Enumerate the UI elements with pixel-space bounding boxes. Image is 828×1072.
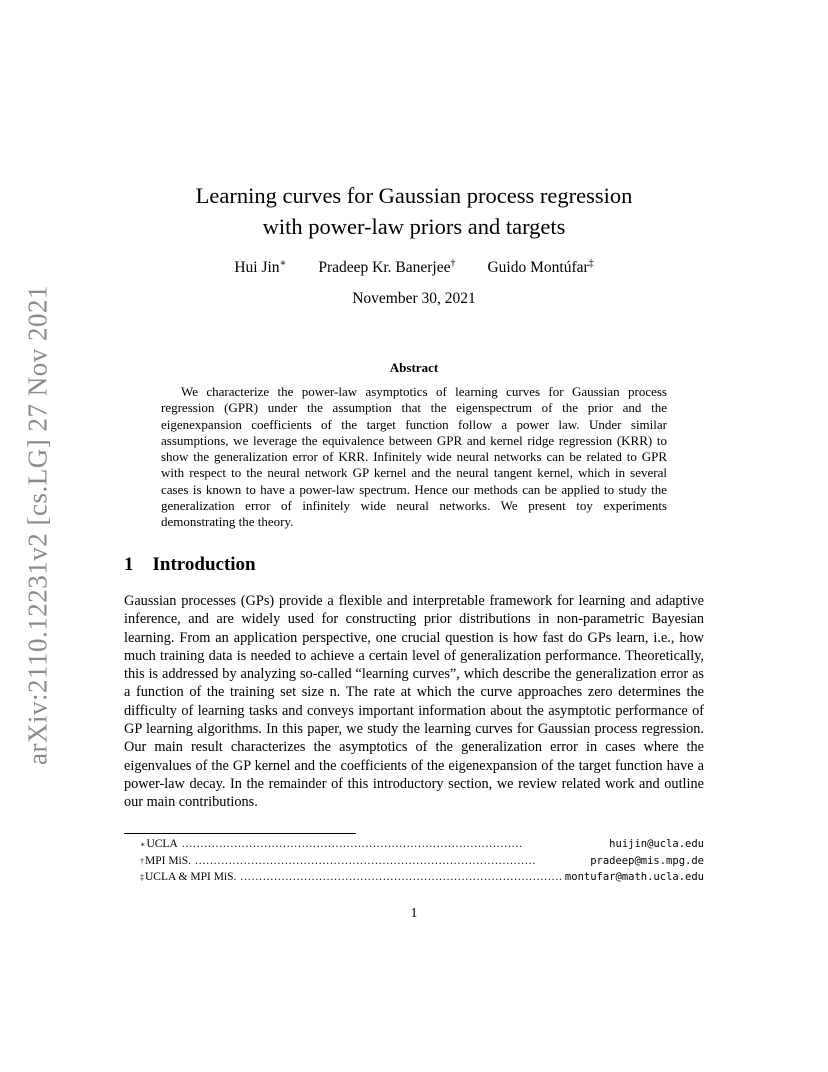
dot-leader [182, 838, 605, 850]
dot-leader [195, 855, 586, 867]
footnote-mark: † [140, 856, 144, 866]
paper-title [124, 180, 704, 242]
title-line-1: Learning curves for Gaussian process regression [195, 183, 633, 208]
author: Guido Montúfar‡ [487, 258, 594, 277]
introduction-paragraph: Gaussian processes (GPs) provide a flexible and interpretable framework for learning and adaptive inference, and are widely used for constructing prior distributions in non-parametric Bayesian learning. From an application perspective, one crucial question is how fast do GPs learn, i.e., how much training data is needed to achieve a certain level of generalization performance. Theoretically, this is addressed by analyzing so-called “learning curves”, which describe the generalization error as a function of the training set size n. The rate at which the curve approaches zero determines the difficulty of learning tasks and conveys important information about the asymptotic performance of GP learning algorithms. In this paper, we study the learning curves for Gaussian process regression. Our main result characterizes the asymptotics of the generalization error in cases where the eigenvalues of the GP kernel and the coefficients of the eigenexpansion of the target function have a power-law decay. In the remainder of this introductory section, we review related work and outline our main contributions. [124, 593, 704, 811]
author: Hui Jin∗ [234, 258, 287, 277]
dot-leader [240, 871, 561, 883]
footnote-divider [124, 833, 356, 834]
section-heading [124, 554, 256, 576]
footnote [140, 871, 704, 888]
author-list [124, 258, 704, 277]
footnote-email[interactable]: pradeep@mis.mpg.de [590, 854, 704, 867]
title-line-2: with power-law priors and targets [262, 214, 566, 239]
author: Pradeep Kr. Banerjee† [318, 258, 456, 277]
abstract-body: We characterize the power-law asymptotics of learning curves for Gaussian process regression (GPR) under the assumption that the eigenspectrum of the prior and the eigenexpansion coefficients of the target function follow a power law. Under similar assumptions, we leverage the equivalence between GPR and kernel ridge regression (KRR) to show the generalization error of KRR. Infinitely wide neural networks can be related to GPR with respect to the neural network GP kernel and the neural tangent kernel, which in several cases is known to have a power-law spectrum. Hence our methods can be applied to study the generalization error of infinitely wide neural networks. We present toy experiments demonstrating the theory. [161, 384, 667, 530]
footnote-mark: ∗ [140, 840, 146, 849]
footnotes [140, 838, 704, 888]
abstract-heading: Abstract [389, 360, 439, 375]
footnote-affiliation: MPI MiS. [145, 854, 192, 867]
arxiv-identifier: arXiv:2110.12231v2 [cs.LG] 27 Nov 2021 [22, 285, 53, 765]
footnote [140, 838, 704, 855]
footnote [140, 855, 704, 872]
footnote-affiliation: UCLA [146, 838, 178, 850]
page-number: 1 [410, 906, 418, 921]
footnote-affiliation: UCLA & MPI MiS. [145, 871, 237, 883]
footnote-mark: ‡ [140, 873, 144, 882]
publication-date: November 30, 2021 [352, 290, 476, 307]
section-number: 1 [124, 554, 134, 575]
footnote-email[interactable]: huijin@ucla.edu [609, 838, 704, 850]
section-title: Introduction [152, 554, 256, 575]
footnote-email[interactable]: montufar@math.ucla.edu [564, 871, 704, 883]
